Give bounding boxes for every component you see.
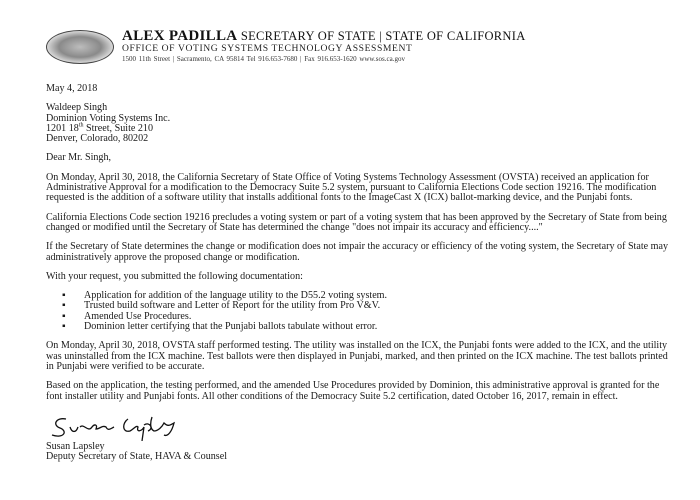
letterhead-title xyxy=(122,30,526,43)
secretary-name: ALEX PADILLA xyxy=(122,28,238,44)
list-item-text: Dominion letter certifying that the Punjabi ballots tabulate without error. xyxy=(84,321,378,333)
signer-name: Susan Lapsley xyxy=(46,441,105,452)
letter-date: May 4, 2018 xyxy=(46,83,98,94)
letter-body xyxy=(46,84,676,411)
state-seal-icon xyxy=(46,30,114,64)
office-name: OFFICE OF VOTING SYSTEMS TECHNOLOGY ASSESSMENT xyxy=(122,43,413,54)
street-rest: Street, Suite 210 xyxy=(83,122,154,134)
bullet-icon: ▪ xyxy=(62,310,66,322)
list-item-text: Trusted build software and Letter of Report for the utility from Pro V&V. xyxy=(84,300,381,312)
list-item-text: Amended Use Procedures. xyxy=(84,310,192,322)
recipient-company: Dominion Voting Systems Inc. xyxy=(46,112,171,124)
bullet-icon: ▪ xyxy=(62,321,66,333)
recipient-city: Denver, Colorado, 80202 xyxy=(46,133,149,145)
office-contact: 1500 11th Street | Sacramento, CA 95814 Tel 916.653-7680 | Fax 916.653-1620 www.sos.ca.gov xyxy=(122,55,405,63)
list-item-text: Application for addition of the language utility to the D55.2 voting system. xyxy=(84,290,388,302)
list-item xyxy=(62,321,676,333)
paragraph: Based on the application, the testing performed, and the amended Use Procedures provided by Dominion, this administrative approval is granted for the font installer utility and Punjabi fonts. All other conditions of the Democracy Suite 5.2 certification, dated October 16, 2017, remain in effect. xyxy=(46,380,660,402)
recipient-name: Waldeep Singh xyxy=(46,102,108,114)
paragraph: On Monday, April 30, 2018, OVSTA staff performed testing. The utility was installed on the ICX, the Punjabi fonts were added to the ICX, and the utility was uninstalled from the ICX machine. Test ballots were then displayed in Punjabi, marked, and then printed on the ICX machine. The test ballots printed in Punjabi were verified to be accurate. xyxy=(46,340,668,372)
signer-block xyxy=(46,442,227,463)
recipient-address xyxy=(46,103,676,144)
documentation-list xyxy=(46,291,676,332)
paragraph: If the Secretary of State determines the change or modification does not impair the accuracy or efficiency of the voting system, the Secretary of State may administratively approve the proposed change or modification. xyxy=(46,241,669,263)
paragraph: On Monday, April 30, 2018, the California Secretary of State Office of Voting Systems Technology Assessment (OVSTA) received an application for Administrative Approval for a modification to the Democracy Suite 5.2 system, pursuant to California Elections Code section 19216. The modification requested is the addition of a software utility that installs additional fonts to the ImageCast X (ICX) ballot-marking device, and the Punjabi fonts. xyxy=(46,171,657,204)
salutation: Dear Mr. Singh, xyxy=(46,152,112,164)
street-number: 1201 18 xyxy=(46,122,79,134)
signer-title: Deputy Secretary of State, HAVA & Counsel xyxy=(46,451,228,463)
bullet-icon: ▪ xyxy=(62,300,66,312)
street-ordinal: th xyxy=(78,122,84,129)
signature xyxy=(48,413,188,441)
paragraph: With your request, you submitted the following documentation: xyxy=(46,270,303,282)
paragraph: California Elections Code section 19216 precludes a voting system or part of a voting system that has been approved by the Secretary of State from being changed or modified until the Secretary of State has determined the change "does not impair its accuracy and efficiency...." xyxy=(46,211,667,233)
bullet-icon: ▪ xyxy=(62,290,66,302)
letterhead xyxy=(46,30,686,66)
secretary-title: SECRETARY OF STATE | STATE OF CALIFORNIA xyxy=(240,29,526,43)
